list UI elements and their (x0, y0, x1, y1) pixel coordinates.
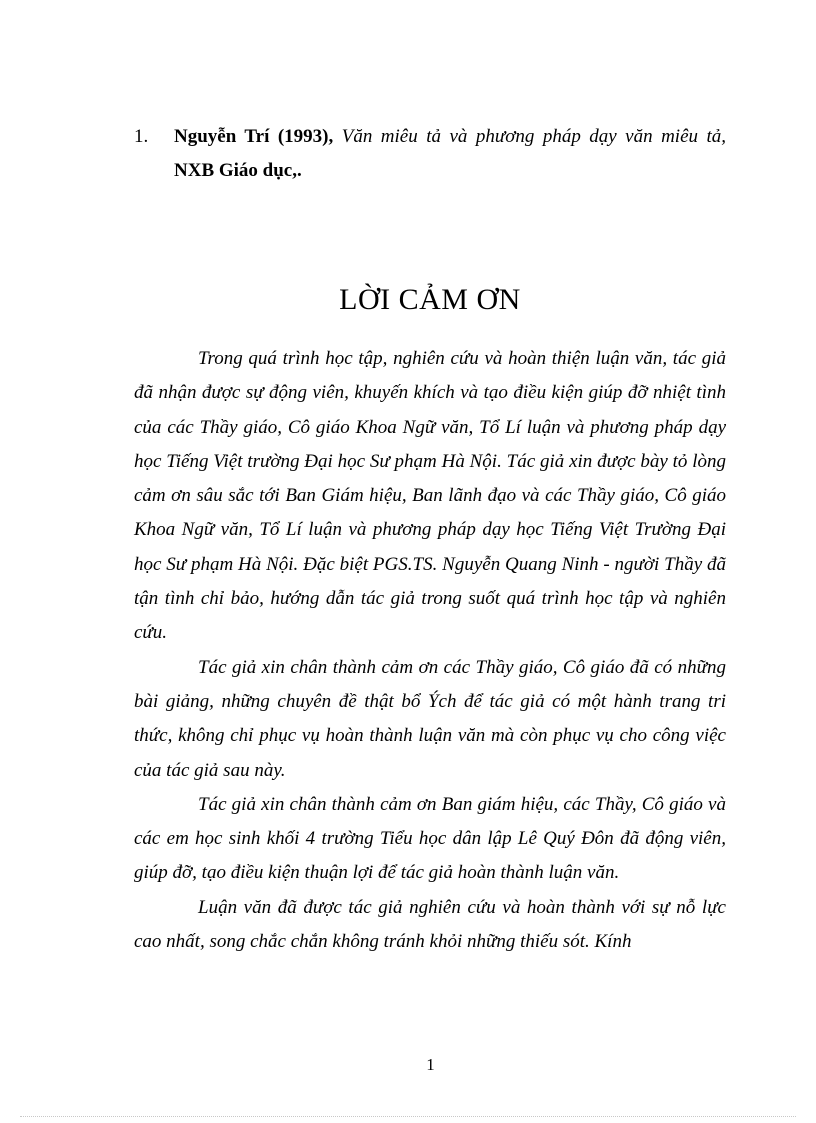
reference-body (174, 120, 726, 188)
acknowledgement-body (134, 342, 726, 959)
paragraph: Trong quá trình học tập, nghiên cứu và hoàn thiện luận văn, tác giả đã nhận được sự động viên, khuyến khích và tạo điều kiện giúp đỡ nhiệt tình của các Thầy giáo, Cô giáo Khoa Ngữ văn, Tổ Lí luận và phương pháp dạy học Tiếng Việt trường Đại học Sư phạm Hà Nội. Tác giả xin được bày tỏ lòng cảm ơn sâu sắc tới Ban Giám hiệu, Ban lãnh đạo và các Thầy giáo, Cô giáo Khoa Ngữ văn, Tổ Lí luận và phương pháp dạy học Tiếng Việt Trường Đại học Sư phạm Hà Nội. Đặc biệt PGS.TS. Nguyễn Quang Ninh - người Thầy đã tận tình chỉ bảo, hướng dẫn tác giả trong suốt quá trình học tập và nghiên cứu. (134, 348, 726, 644)
reference-author: Nguyễn Trí (1993), (174, 126, 334, 147)
reference-publisher: NXB Giáo dục,. (174, 160, 302, 181)
paragraph: Luận văn đã được tác giả nghiên cứu và hoàn thành với sự nỗ lực cao nhất, song chắc chắn không tránh khỏi những thiếu sót. Kính (134, 896, 726, 953)
paragraph: Tác giả xin chân thành cảm ơn Ban giám hiệu, các Thầy, Cô giáo và các em học sinh khối 4 trường Tiểu học dân lập Lê Quý Đôn đã động viên, giúp đỡ, tạo điều kiện thuận lợi để tác giả hoàn thành luận văn. (134, 793, 726, 884)
paragraph: Tác giả xin chân thành cảm ơn các Thầy giáo, Cô giáo đã có những bài giảng, những chuyên đề thật bổ Ých để tác giả có một hành trang tri thức, không chỉ phục vụ hoàn thành luận văn mà còn phục vụ cho công việc của tác giả sau này. (134, 656, 726, 781)
page-number: 1 (426, 1055, 435, 1074)
page-title: LỜI CẢM ƠN (339, 283, 521, 316)
reference-number: 1. (134, 126, 149, 147)
page-bottom-border (20, 1116, 796, 1117)
reference-entry (134, 120, 726, 188)
reference-title: Văn miêu tả và phương pháp dạy văn miêu tả, (341, 126, 726, 147)
